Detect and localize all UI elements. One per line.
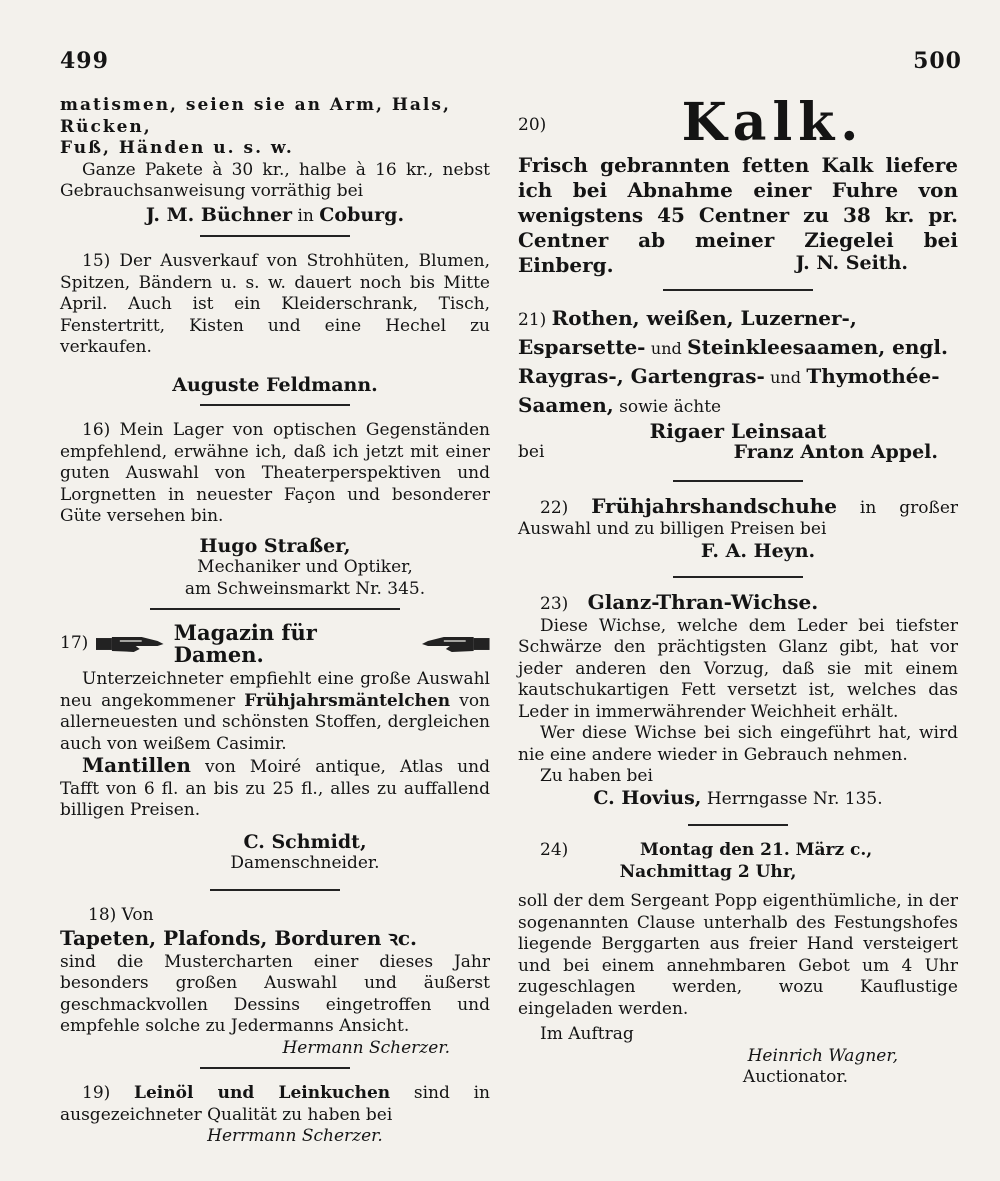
ad-24-date: Montag den 21. März c.,: [640, 840, 873, 860]
ad-21-und-2: und: [770, 367, 802, 387]
divider: [673, 576, 803, 578]
ad-17: [60, 622, 490, 891]
divider: [210, 889, 340, 891]
ad-23-heading: Glanz-Thran-Wichse.: [587, 590, 819, 614]
ad-24-date-row: [518, 840, 958, 862]
ad-21-seeds-1: Rothen, weißen, Luzerner-, Esparsette-: [518, 305, 857, 359]
pointing-hand-right-icon: [96, 632, 166, 656]
divider: [663, 289, 813, 291]
ad-17-text1-a: Unterzeichneter empfiehlt eine große Auswahl neu angekommener: [60, 669, 490, 711]
ad-15-text: 15) Der Ausverkauf von Strohhüten, Blumen, Spitzen, Bändern u. s. w. dauert noch bis Mitte April. Auch ist ein Kleiderschrank, Tisch, Fenstertritt, Kisten und eine Hechel zu verkaufen.: [60, 251, 490, 357]
ad-top-signature-name: J. M. Büchner: [145, 203, 293, 226]
ad-16: [60, 420, 490, 610]
divider: [150, 608, 400, 610]
divider: [200, 404, 350, 406]
ad-17-text2: [60, 755, 490, 822]
ad-18-intro: 18) Von: [88, 904, 154, 925]
ad-21-sowie: sowie ächte: [619, 396, 722, 417]
ad-17-product-2: Mantillen: [82, 753, 191, 777]
ad-15: [60, 251, 490, 406]
ad-17-heading: Magazin für Damen.: [173, 620, 317, 667]
ad-19-body: sind in ausgezeichneter Qualität zu haben bei: [60, 1083, 490, 1125]
ad-top-line2: Fuß, Händen u. s. w.: [60, 138, 294, 158]
ad-17-heading-row: [60, 622, 490, 665]
ad-20-signature: J. N. Seith.: [795, 252, 908, 274]
ad-22: [518, 493, 959, 579]
ad-top-line3: Ganze Pakete à 30 kr., halbe à 16 kr., nebst Gebrauchsanweisung vorräthig bei: [60, 159, 490, 201]
ad-20-text: Frisch gebrannten fetten Kalk liefere ich bei Abnahme einer Fuhre von wenigstens 45 Centner zu 38 kr. pr. Centner ab meiner Ziegelei bei Einberg.: [518, 153, 958, 277]
ad-23-signature: [518, 788, 958, 811]
ad-22-body: in großer Auswahl und zu billigen Preisen bei: [518, 497, 959, 539]
page-number-right: 500: [913, 48, 962, 74]
ad-19: [60, 1083, 490, 1148]
ad-24-time: Nachmittag 2 Uhr,: [619, 861, 797, 882]
ad-21-product: Rigaer Leinsaat: [649, 418, 827, 443]
ad-21: [518, 305, 958, 482]
divider: [673, 480, 803, 482]
divider: [200, 1067, 350, 1069]
ad-19-text: [60, 1083, 490, 1126]
ad-18-text: sind die Mustercharten einer dieses Jahr besonders großen Auswahl und äußerst geschmackvollen Dessins eingetroffen und empfehle solche zu Jedermanns Ansicht.: [60, 951, 490, 1036]
ad-17-text2-b: von Moiré antique, Atlas und Tafft von 6 fl. an bis zu 25 fl., alles zu auffallend billigen Preisen.: [60, 757, 491, 820]
left-column: [60, 95, 490, 1154]
ad-24-text: soll der dem Sergeant Popp eigenthümliche, in der sogenannten Clause unterhalb des Festungshofes liegende Berggarten aus freier Hand versteigert und bei einem annehmbaren Gebot um 4 Uhr zugeschlagen werden, wozu Kauflustige eingeladen werden.: [518, 891, 958, 1019]
ad-18-heading: Tapeten, Plafonds, Borduren ꝛc.: [60, 926, 418, 950]
ad-24: [518, 840, 958, 1089]
ad-top-continued: [60, 95, 490, 237]
ad-top-signature-place: Coburg.: [319, 203, 405, 226]
divider: [688, 824, 788, 826]
ad-21-text: [518, 305, 958, 421]
ad-16-signature: Hugo Straßer,: [199, 534, 351, 557]
ad-22-text: [518, 493, 959, 541]
ad-top-signature: [60, 205, 490, 228]
ad-21-signature-row: [518, 442, 958, 464]
ad-15-signature: Auguste Feldmann.: [172, 373, 378, 396]
ad-19-number: 19): [82, 1083, 111, 1103]
ad-22-number: 22): [540, 497, 569, 518]
ad-19-signature: Herrmann Scherzer.: [207, 1126, 383, 1146]
pointing-hand-left-icon: [420, 632, 490, 656]
ad-23-text2: Wer diese Wichse bei sich eingeführt hat, wird nie eine andere wieder in Gebrauch nehmen.: [518, 723, 958, 765]
ad-17-signature: C. Schmidt,: [243, 830, 367, 853]
ad-17-sub: Damenschneider.: [230, 853, 380, 873]
ad-23-signature-name: C. Hovius,: [593, 786, 702, 809]
ad-24-number: 24): [540, 840, 569, 860]
ad-20-number: 20): [518, 115, 547, 135]
ad-24-sub: Auctionator.: [742, 1067, 848, 1087]
ad-23-number: 23): [540, 594, 569, 614]
ad-17-text1-c: von allerneuesten und schönsten Stoffen, dergleichen auch von weißem Casimir.: [60, 690, 491, 754]
ad-17-text1: [60, 669, 490, 755]
ad-23: [518, 592, 958, 826]
ad-18: [60, 905, 490, 1070]
ad-20-title: Kalk.: [681, 92, 865, 153]
ad-16-text: 16) Mein Lager von optischen Gegenständen empfehlend, erwähne ich, daß ich jetzt mit einer guten Auswahl von Theaterperspektiven und Lorgnetten in neuester Façon und besonderer Güte versehen bin.: [60, 420, 490, 526]
ad-20-body: [518, 153, 958, 291]
ad-19-heading: Leinöl und Leinkuchen: [134, 1083, 391, 1103]
ad-22-heading: Frühjahrshandschuhe: [591, 493, 837, 518]
ad-23-text1: Diese Wichse, welche dem Leder bei tiefster Schwärze den prächtigsten Glanz gibt, hat vor jeder anderen den Vorzug, daß sie mit einem kautschukartigen Fett versetzt ist, welches das Leder in immerwährender Weichheit erhält.: [518, 615, 958, 722]
ad-18-signature: Hermann Scherzer.: [282, 1037, 450, 1058]
ad-17-number: 17): [60, 632, 89, 653]
ad-top-line1: matismen, seien sie an Arm, Hals, Rücken,: [60, 95, 451, 137]
page-number-left: 499: [60, 48, 109, 74]
ad-20: [518, 92, 958, 153]
ad-16-sub1: Mechaniker und Optiker,: [197, 557, 413, 577]
ad-21-und-1: und: [650, 338, 682, 358]
ad-24-signature: Heinrich Wagner,: [747, 1045, 898, 1066]
ad-21-bei: bei: [518, 442, 545, 462]
ad-21-seeds-2: Steinkleesaamen, engl. Raygras-, Gartengras-: [518, 334, 948, 388]
ad-23-signature-addr: Herrngasse Nr. 135.: [706, 788, 883, 809]
ad-17-product-1: Frühjahrsmäntelchen: [244, 690, 451, 711]
ad-23-text3: Zu haben bei: [540, 766, 653, 786]
ad-24-auftrag: Im Auftrag: [540, 1024, 634, 1044]
ad-16-sub2: am Schweinsmarkt Nr. 345.: [184, 578, 426, 599]
ad-21-number: 21): [518, 309, 547, 330]
ad-23-heading-row: [518, 592, 958, 616]
divider: [200, 235, 350, 237]
ad-top-signature-in: in: [297, 205, 314, 226]
ad-21-seeds-3: Thymothée-Saamen,: [518, 363, 940, 417]
right-column: [518, 92, 959, 1095]
ad-22-signature: F. A. Heyn.: [700, 539, 816, 562]
ad-21-signature: Franz Anton Appel.: [733, 441, 938, 463]
